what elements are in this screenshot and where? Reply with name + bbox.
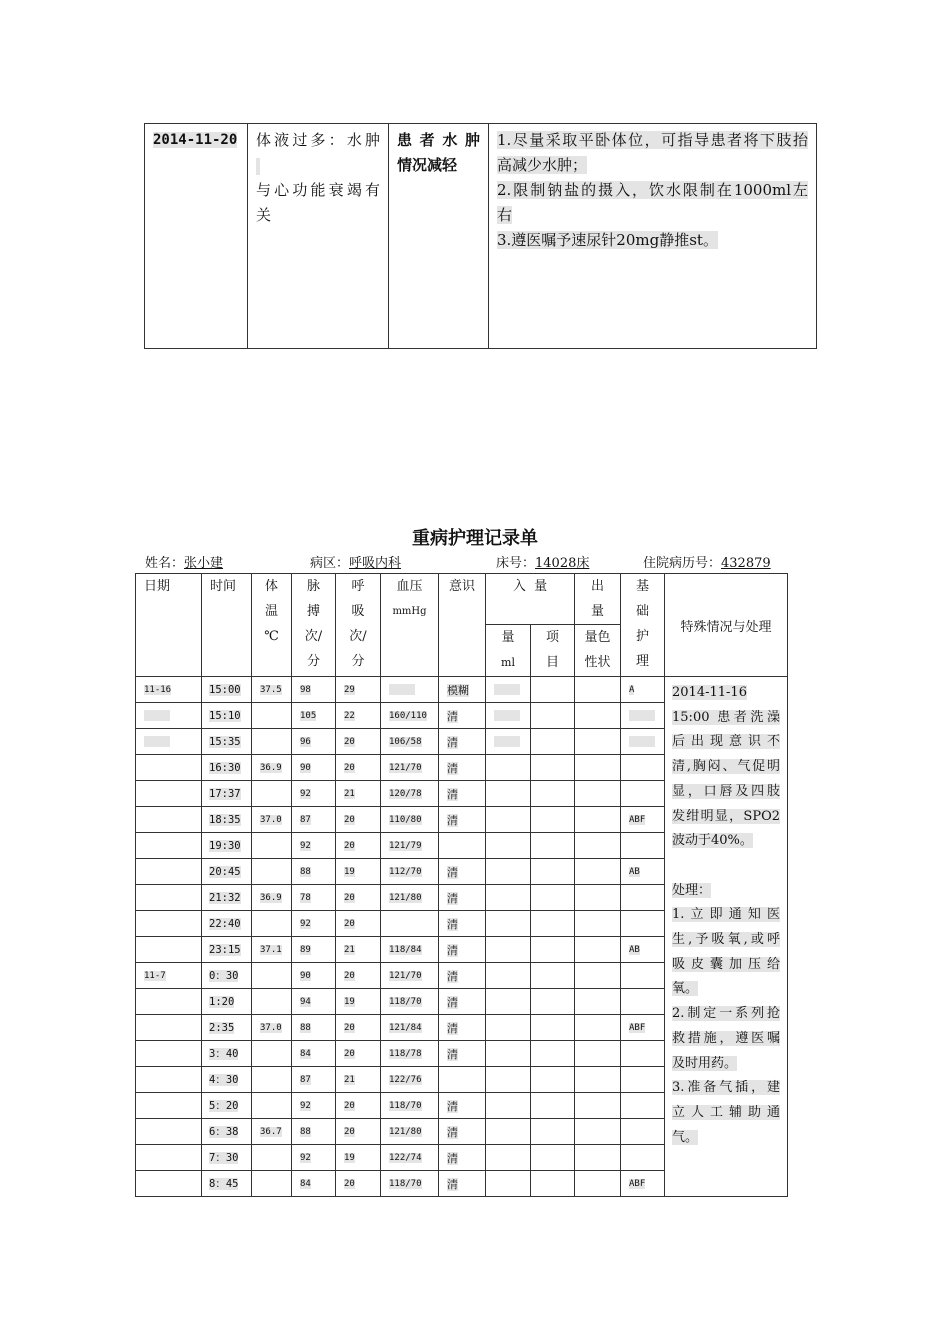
care-plan-date-cell bbox=[145, 124, 248, 349]
cell-temp bbox=[252, 1041, 292, 1067]
cell-output bbox=[575, 755, 621, 781]
cell-pulse: 94 bbox=[292, 989, 336, 1015]
cell-pulse: 96 bbox=[292, 729, 336, 755]
col-consciousness: 意识 bbox=[439, 574, 486, 677]
cell-date bbox=[136, 833, 202, 859]
cell-bp: 121/79 bbox=[381, 833, 439, 859]
cell-intake-item bbox=[531, 1171, 575, 1197]
treatment-line: 生,予吸氧,或呼 bbox=[672, 932, 781, 948]
cell-care: AB bbox=[621, 859, 665, 885]
cell-intake-amount bbox=[486, 937, 531, 963]
cell-consciousness: 清 bbox=[439, 885, 486, 911]
cell-pulse: 90 bbox=[292, 755, 336, 781]
measure-line: 1.尽量采取平卧体位，可指导患者将下肢抬 bbox=[497, 131, 808, 149]
care-plan-measures-cell bbox=[489, 124, 817, 349]
col-date: 日期 bbox=[136, 574, 202, 677]
cell-intake-item bbox=[531, 885, 575, 911]
cell-care: ABF bbox=[621, 1171, 665, 1197]
cell-date bbox=[136, 807, 202, 833]
cell-intake-amount bbox=[486, 807, 531, 833]
treatment-line: 气。 bbox=[672, 1129, 699, 1145]
cell-care bbox=[621, 755, 665, 781]
cell-time: 15:00 bbox=[202, 677, 252, 703]
cell-consciousness: 模糊 bbox=[439, 677, 486, 703]
cell-consciousness: 清 bbox=[439, 807, 486, 833]
col-intake-amount: 量 ml bbox=[486, 625, 531, 677]
cell-resp: 20 bbox=[336, 729, 381, 755]
cell-resp: 20 bbox=[336, 963, 381, 989]
cell-date: 11-16 bbox=[136, 677, 202, 703]
goal-line-1: 患者水肿 bbox=[397, 131, 480, 149]
sheet-title: 重病护理记录单 bbox=[412, 528, 538, 549]
cell-care bbox=[621, 729, 665, 755]
cell-resp: 20 bbox=[336, 911, 381, 937]
cell-resp: 21 bbox=[336, 937, 381, 963]
cell-temp bbox=[252, 911, 292, 937]
measure-line: 3.遵医嘱予速尿针20mg静推st。 bbox=[497, 231, 718, 249]
care-plan-goal-cell bbox=[389, 124, 489, 349]
special-notes-cell bbox=[665, 677, 788, 1197]
cell-intake-amount bbox=[486, 859, 531, 885]
cell-date bbox=[136, 729, 202, 755]
cell-pulse: 78 bbox=[292, 885, 336, 911]
notes-line: 后出现意识不 bbox=[672, 734, 781, 750]
cell-temp: 36.7 bbox=[252, 1119, 292, 1145]
cell-output bbox=[575, 911, 621, 937]
cell-time: 6：38 bbox=[202, 1119, 252, 1145]
col-basic-care: 基 础 护 理 bbox=[621, 574, 665, 677]
cell-date bbox=[136, 885, 202, 911]
cell-resp: 19 bbox=[336, 859, 381, 885]
cell-resp: 20 bbox=[336, 833, 381, 859]
cell-care bbox=[621, 1041, 665, 1067]
cell-intake-item bbox=[531, 1145, 575, 1171]
header-row-1 bbox=[136, 574, 788, 625]
cell-intake-amount bbox=[486, 989, 531, 1015]
cell-intake-amount bbox=[486, 677, 531, 703]
cell-resp: 20 bbox=[336, 755, 381, 781]
cell-output bbox=[575, 989, 621, 1015]
cell-consciousness: 清 bbox=[439, 963, 486, 989]
cell-consciousness: 清 bbox=[439, 1171, 486, 1197]
cell-intake-amount bbox=[486, 1093, 531, 1119]
cell-intake-amount bbox=[486, 1119, 531, 1145]
cell-resp: 19 bbox=[336, 1145, 381, 1171]
cell-output bbox=[575, 833, 621, 859]
col-intake-item: 项 目 bbox=[531, 625, 575, 677]
cell-resp: 20 bbox=[336, 885, 381, 911]
cell-temp bbox=[252, 781, 292, 807]
cell-consciousness bbox=[439, 1067, 486, 1093]
cell-care bbox=[621, 833, 665, 859]
cell-intake-amount bbox=[486, 1067, 531, 1093]
col-intake: 入 量 bbox=[486, 574, 575, 625]
problem-line-3: 关 bbox=[256, 206, 272, 224]
cell-date bbox=[136, 859, 202, 885]
cell-intake-item bbox=[531, 677, 575, 703]
cell-resp: 20 bbox=[336, 1041, 381, 1067]
cell-bp: 121/84 bbox=[381, 1015, 439, 1041]
cell-date bbox=[136, 1015, 202, 1041]
cell-date bbox=[136, 1119, 202, 1145]
cell-resp: 22 bbox=[336, 703, 381, 729]
cell-bp: 118/84 bbox=[381, 937, 439, 963]
cell-bp: 118/70 bbox=[381, 1171, 439, 1197]
cell-intake-amount bbox=[486, 1041, 531, 1067]
measure-line: 高减少水肿； bbox=[497, 156, 588, 174]
cell-care bbox=[621, 703, 665, 729]
cell-care bbox=[621, 885, 665, 911]
cell-output bbox=[575, 859, 621, 885]
cell-intake-item bbox=[531, 963, 575, 989]
cell-temp bbox=[252, 859, 292, 885]
cell-time: 21:32 bbox=[202, 885, 252, 911]
cell-resp: 20 bbox=[336, 1171, 381, 1197]
problem-line-2: 与心功能衰竭有 bbox=[256, 181, 380, 199]
cell-date bbox=[136, 1145, 202, 1171]
cell-date bbox=[136, 703, 202, 729]
cell-intake-amount bbox=[486, 885, 531, 911]
cell-bp: 118/78 bbox=[381, 1041, 439, 1067]
cell-consciousness: 清 bbox=[439, 1093, 486, 1119]
cell-care: A bbox=[621, 677, 665, 703]
cell-time: 17:37 bbox=[202, 781, 252, 807]
cell-time: 18:35 bbox=[202, 807, 252, 833]
cell-care bbox=[621, 1093, 665, 1119]
cell-pulse: 105 bbox=[292, 703, 336, 729]
cell-temp: 37.1 bbox=[252, 937, 292, 963]
cell-intake-item bbox=[531, 1067, 575, 1093]
record-body bbox=[136, 677, 788, 1197]
goal-line-2: 情况减轻 bbox=[397, 156, 458, 174]
problem-marker bbox=[256, 153, 380, 178]
ward: 病区：呼吸内科 bbox=[310, 556, 402, 571]
cell-time: 0：30 bbox=[202, 963, 252, 989]
treatment-line: 3.准备气插，建 bbox=[672, 1080, 781, 1096]
cell-resp: 20 bbox=[336, 1015, 381, 1041]
cell-temp: 37.0 bbox=[252, 1015, 292, 1041]
cell-date bbox=[136, 937, 202, 963]
cell-bp: 112/70 bbox=[381, 859, 439, 885]
cell-output bbox=[575, 1145, 621, 1171]
cell-pulse: 84 bbox=[292, 1171, 336, 1197]
table-row bbox=[136, 677, 788, 703]
cell-resp: 21 bbox=[336, 1067, 381, 1093]
cell-temp bbox=[252, 1093, 292, 1119]
cell-intake-item bbox=[531, 833, 575, 859]
cell-care bbox=[621, 989, 665, 1015]
cell-time: 16:30 bbox=[202, 755, 252, 781]
cell-intake-item bbox=[531, 781, 575, 807]
cell-intake-item bbox=[531, 1093, 575, 1119]
notes-date: 2014-11-16 bbox=[672, 685, 747, 700]
notes-line: 15:00 患者洗澡 bbox=[672, 709, 781, 725]
treatment-line: 1.立即通知医 bbox=[672, 907, 781, 923]
cell-intake-item bbox=[531, 807, 575, 833]
cell-pulse: 87 bbox=[292, 1067, 336, 1093]
cell-consciousness: 清 bbox=[439, 1041, 486, 1067]
cell-output bbox=[575, 703, 621, 729]
cell-pulse: 88 bbox=[292, 859, 336, 885]
cell-resp: 29 bbox=[336, 677, 381, 703]
nursing-record-table bbox=[135, 573, 788, 1197]
cell-temp: 37.0 bbox=[252, 807, 292, 833]
treatment-label: 处理： bbox=[672, 882, 712, 898]
cell-date bbox=[136, 989, 202, 1015]
cell-intake-item bbox=[531, 859, 575, 885]
cell-output bbox=[575, 1171, 621, 1197]
cell-temp bbox=[252, 703, 292, 729]
cell-intake-item bbox=[531, 755, 575, 781]
cell-consciousness: 清 bbox=[439, 859, 486, 885]
cell-output bbox=[575, 963, 621, 989]
bed-number: 床号：14028床 bbox=[496, 556, 590, 571]
cell-intake-amount bbox=[486, 963, 531, 989]
treatment-line: 吸皮囊加压给 bbox=[672, 956, 781, 972]
cell-consciousness: 清 bbox=[439, 937, 486, 963]
cell-care: ABF bbox=[621, 1015, 665, 1041]
cell-consciousness: 清 bbox=[439, 781, 486, 807]
cell-pulse: 92 bbox=[292, 833, 336, 859]
cell-time: 23:15 bbox=[202, 937, 252, 963]
problem-line-1: 体液过多：水肿 bbox=[256, 131, 380, 149]
care-plan-table bbox=[144, 123, 817, 349]
cell-output bbox=[575, 729, 621, 755]
col-time: 时间 bbox=[202, 574, 252, 677]
cell-date bbox=[136, 1041, 202, 1067]
cell-consciousness: 清 bbox=[439, 911, 486, 937]
cell-consciousness: 清 bbox=[439, 1119, 486, 1145]
cell-output bbox=[575, 1067, 621, 1093]
cell-pulse: 89 bbox=[292, 937, 336, 963]
cell-bp: 122/74 bbox=[381, 1145, 439, 1171]
col-resp: 呼 吸 次/ 分 bbox=[336, 574, 381, 677]
cell-bp: 110/80 bbox=[381, 807, 439, 833]
cell-bp: 121/70 bbox=[381, 755, 439, 781]
cell-temp bbox=[252, 833, 292, 859]
cell-pulse: 92 bbox=[292, 911, 336, 937]
cell-bp: 160/110 bbox=[381, 703, 439, 729]
treatment-line: 救措施，遵医嘱 bbox=[672, 1030, 781, 1046]
cell-output bbox=[575, 1015, 621, 1041]
notes-line: 清,胸闷、气促明 bbox=[672, 759, 781, 775]
notes-line: 发绀明显，SPO2 bbox=[672, 808, 781, 824]
cell-temp bbox=[252, 729, 292, 755]
cell-pulse: 87 bbox=[292, 807, 336, 833]
cell-resp: 20 bbox=[336, 807, 381, 833]
patient-name: 姓名：张小建 bbox=[145, 556, 224, 571]
cell-time: 19:30 bbox=[202, 833, 252, 859]
cell-output bbox=[575, 1119, 621, 1145]
cell-output bbox=[575, 1041, 621, 1067]
cell-bp: 121/80 bbox=[381, 885, 439, 911]
cell-consciousness bbox=[439, 833, 486, 859]
cell-time: 7：30 bbox=[202, 1145, 252, 1171]
cell-time: 15:35 bbox=[202, 729, 252, 755]
cell-time: 20:45 bbox=[202, 859, 252, 885]
cell-date bbox=[136, 1093, 202, 1119]
cell-date: 11-7 bbox=[136, 963, 202, 989]
cell-intake-amount bbox=[486, 833, 531, 859]
cell-consciousness: 清 bbox=[439, 989, 486, 1015]
cell-date bbox=[136, 1171, 202, 1197]
cell-temp bbox=[252, 1171, 292, 1197]
cell-time: 22:40 bbox=[202, 911, 252, 937]
cell-pulse: 88 bbox=[292, 1015, 336, 1041]
care-plan-problem-cell bbox=[248, 124, 389, 349]
cell-care: AB bbox=[621, 937, 665, 963]
cell-intake-amount bbox=[486, 781, 531, 807]
cell-temp bbox=[252, 1067, 292, 1093]
cell-intake-item bbox=[531, 703, 575, 729]
notes-line: 显，口唇及四肢 bbox=[672, 783, 781, 799]
cell-temp: 36.9 bbox=[252, 885, 292, 911]
cell-bp: 122/76 bbox=[381, 1067, 439, 1093]
cell-temp: 37.5 bbox=[252, 677, 292, 703]
cell-bp: 121/70 bbox=[381, 963, 439, 989]
cell-intake-item bbox=[531, 1041, 575, 1067]
cell-output bbox=[575, 885, 621, 911]
cell-date bbox=[136, 781, 202, 807]
cell-output bbox=[575, 1093, 621, 1119]
cell-care bbox=[621, 1067, 665, 1093]
treatment-line: 2.制定一系列抢 bbox=[672, 1006, 781, 1022]
cell-time: 2:35 bbox=[202, 1015, 252, 1041]
treatment-line: 及时用药。 bbox=[672, 1055, 738, 1071]
cell-bp: 118/70 bbox=[381, 989, 439, 1015]
treatment-line: 立人工辅助通 bbox=[672, 1104, 781, 1120]
treatment-line: 氧。 bbox=[672, 981, 699, 997]
cell-resp: 20 bbox=[336, 1093, 381, 1119]
cell-bp bbox=[381, 677, 439, 703]
cell-care bbox=[621, 911, 665, 937]
cell-intake-item bbox=[531, 1015, 575, 1041]
cell-consciousness: 清 bbox=[439, 1015, 486, 1041]
col-bp: 血压 mmHg bbox=[381, 574, 439, 677]
col-special: 特殊情况与处理 bbox=[665, 574, 788, 677]
cell-output bbox=[575, 677, 621, 703]
cell-intake-amount bbox=[486, 1015, 531, 1041]
cell-pulse: 92 bbox=[292, 1093, 336, 1119]
cell-date bbox=[136, 911, 202, 937]
cell-consciousness: 清 bbox=[439, 703, 486, 729]
cell-time: 3：40 bbox=[202, 1041, 252, 1067]
cell-pulse: 90 bbox=[292, 963, 336, 989]
cell-date bbox=[136, 755, 202, 781]
cell-time: 5：20 bbox=[202, 1093, 252, 1119]
cell-time: 1:20 bbox=[202, 989, 252, 1015]
cell-consciousness: 清 bbox=[439, 755, 486, 781]
cell-bp bbox=[381, 911, 439, 937]
cell-resp: 21 bbox=[336, 781, 381, 807]
cell-intake-amount bbox=[486, 911, 531, 937]
cell-time: 15:10 bbox=[202, 703, 252, 729]
cell-intake-amount bbox=[486, 755, 531, 781]
care-plan-row bbox=[145, 124, 817, 349]
cell-care: ABF bbox=[621, 807, 665, 833]
cell-bp: 118/70 bbox=[381, 1093, 439, 1119]
cell-output bbox=[575, 937, 621, 963]
cell-intake-item bbox=[531, 937, 575, 963]
cell-intake-item bbox=[531, 989, 575, 1015]
cell-pulse: 84 bbox=[292, 1041, 336, 1067]
cell-time: 4：30 bbox=[202, 1067, 252, 1093]
cell-temp bbox=[252, 963, 292, 989]
cell-intake-item bbox=[531, 729, 575, 755]
cell-bp: 121/80 bbox=[381, 1119, 439, 1145]
cell-intake-amount bbox=[486, 1171, 531, 1197]
cell-consciousness: 清 bbox=[439, 1145, 486, 1171]
cell-intake-amount bbox=[486, 729, 531, 755]
cell-intake-item bbox=[531, 1119, 575, 1145]
cell-pulse: 98 bbox=[292, 677, 336, 703]
cell-temp bbox=[252, 1145, 292, 1171]
cell-date bbox=[136, 1067, 202, 1093]
col-output: 出 量 bbox=[575, 574, 621, 625]
care-plan-date: 2014-11-20 bbox=[153, 132, 238, 148]
col-pulse: 脉 搏 次/ 分 bbox=[292, 574, 336, 677]
record-number: 住院病历号：432879 bbox=[643, 556, 771, 571]
notes-line: 波动于40%。 bbox=[672, 833, 753, 849]
cell-intake-amount bbox=[486, 1145, 531, 1171]
cell-resp: 19 bbox=[336, 989, 381, 1015]
measure-line: 2.限制钠盐的摄入，饮水限制在1000ml左 bbox=[497, 181, 808, 199]
cell-resp: 20 bbox=[336, 1119, 381, 1145]
cell-pulse: 92 bbox=[292, 1145, 336, 1171]
cell-care bbox=[621, 1145, 665, 1171]
cell-intake-item bbox=[531, 911, 575, 937]
cell-temp bbox=[252, 989, 292, 1015]
cell-temp: 36.9 bbox=[252, 755, 292, 781]
cell-pulse: 88 bbox=[292, 1119, 336, 1145]
cell-bp: 120/78 bbox=[381, 781, 439, 807]
cell-bp: 106/58 bbox=[381, 729, 439, 755]
cell-consciousness: 清 bbox=[439, 729, 486, 755]
cell-pulse: 92 bbox=[292, 781, 336, 807]
cell-care bbox=[621, 1119, 665, 1145]
col-output-color: 量色 性状 bbox=[575, 625, 621, 677]
cell-intake-amount bbox=[486, 703, 531, 729]
cell-output bbox=[575, 807, 621, 833]
cell-time: 8：45 bbox=[202, 1171, 252, 1197]
measure-line: 右 bbox=[497, 206, 513, 224]
cell-care bbox=[621, 963, 665, 989]
cell-care bbox=[621, 781, 665, 807]
cell-output bbox=[575, 781, 621, 807]
col-temp: 体 温 ℃ bbox=[252, 574, 292, 677]
